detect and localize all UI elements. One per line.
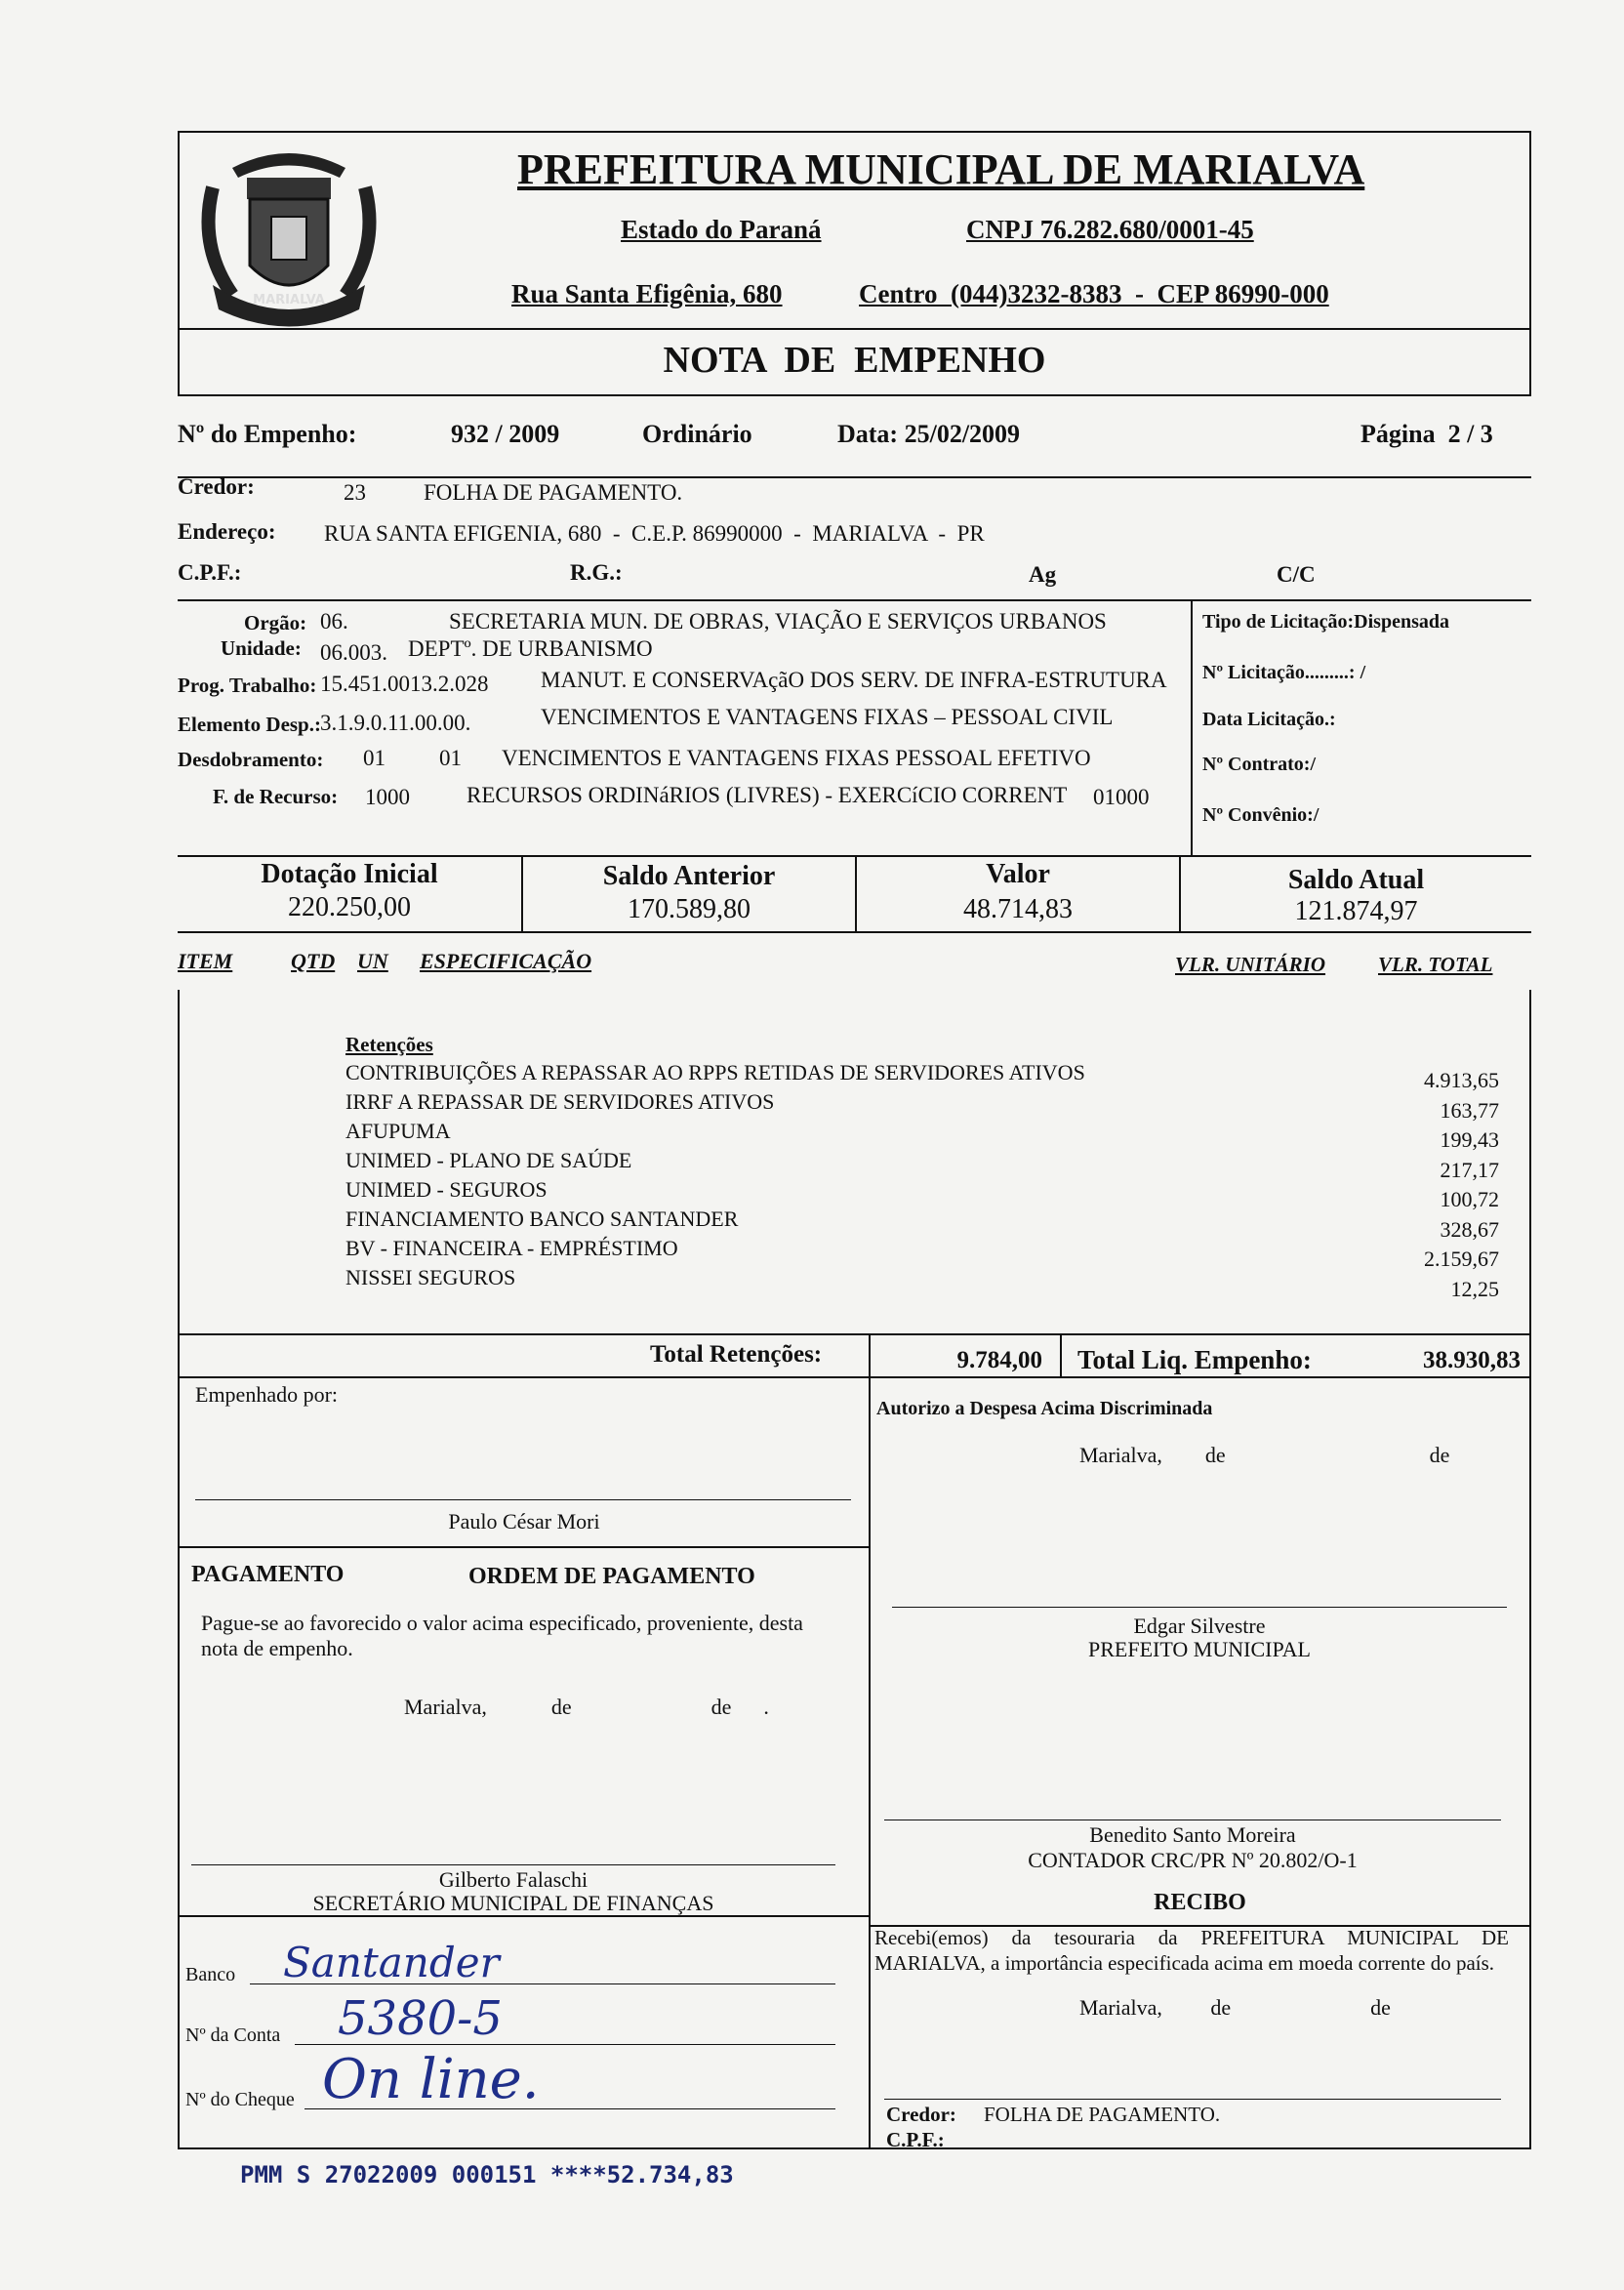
data-licitacao: Data Licitação.: xyxy=(1202,709,1336,730)
retencao-description: NISSEI SEGUROS xyxy=(345,1265,516,1289)
orgao-name: SECRETARIA MUN. DE OBRAS, VIAÇÃO E SERVIÇOS URBANOS xyxy=(449,609,1107,634)
empenho-date: Data: 25/02/2009 xyxy=(837,420,1021,448)
contact-info: Centro (044)3232-8383 - CEP 86990-000 xyxy=(859,279,1329,308)
prefeito-nome: Edgar Silvestre xyxy=(1133,1614,1266,1638)
banco-label: Banco xyxy=(185,1964,236,1985)
total-liquido-label: Total Liq. Empenho: xyxy=(1077,1345,1312,1374)
cc-label: C/C xyxy=(1277,562,1316,587)
desdob-name: VENCIMENTOS E VANTAGENS FIXAS PESSOAL EFETIVO xyxy=(502,746,1091,770)
prefeito-cargo: PREFEITO MUNICIPAL xyxy=(1088,1637,1311,1661)
retencao-description: UNIMED - PLANO DE SAÚDE xyxy=(345,1148,632,1172)
street-address: Rua Santa Efigênia, 680 xyxy=(511,279,783,308)
col-item: ITEM xyxy=(178,949,233,973)
ag-label: Ag xyxy=(1029,562,1057,587)
saldo-anterior-value: 170.589,80 xyxy=(628,894,751,924)
retencao-value: 199,43 xyxy=(1440,1127,1499,1152)
tipo-licitacao: Tipo de Licitação:Dispensada xyxy=(1202,611,1449,633)
recibo-credor-value: FOLHA DE PAGAMENTO. xyxy=(984,2103,1221,2126)
retencao-value: 328,67 xyxy=(1440,1216,1499,1242)
secretario-nome: Gilberto Falaschi xyxy=(438,1867,589,1892)
unidade-code: 06.003. xyxy=(320,640,387,665)
elemento-name: VENCIMENTOS E VANTAGENS FIXAS – PESSOAL CIVIL xyxy=(541,705,1114,729)
prog-label: Prog. Trabalho: xyxy=(178,674,317,697)
retencao-description: FINANCIAMENTO BANCO SANTANDER xyxy=(345,1206,739,1231)
city-crest xyxy=(193,139,385,334)
footer-stamp: PMM S 27022009 000151 ****52.734,83 xyxy=(240,2161,734,2188)
valor-label: Valor xyxy=(986,859,1050,889)
cnpj: CNPJ 76.282.680/0001-45 xyxy=(966,215,1254,244)
retencao-value: 100,72 xyxy=(1440,1187,1499,1211)
elemento-label: Elemento Desp.: xyxy=(178,713,321,736)
desdob-b: 01 xyxy=(439,746,462,770)
crest-ribbon-text: MARIALVA xyxy=(253,293,325,307)
document-title: NOTA DE EMPENHO xyxy=(663,340,1046,381)
retencao-description: IRRF A REPASSAR DE SERVIDORES ATIVOS xyxy=(345,1089,775,1114)
autorizo-data: Marialva, de de xyxy=(1079,1443,1450,1467)
banco-handwritten: Santander xyxy=(283,1939,500,1986)
cpf-label: C.P.F.: xyxy=(178,560,242,585)
recurso-label: F. de Recurso: xyxy=(213,785,339,808)
col-especificacao: ESPECIFICAÇÃO xyxy=(420,949,592,973)
recurso-code: 1000 xyxy=(365,785,410,809)
unidade-label: Unidade: xyxy=(221,636,302,660)
total-retencoes-value: 9.784,00 xyxy=(956,1347,1042,1373)
page-title: PREFEITURA MUNICIPAL DE MARIALVA xyxy=(517,145,1365,193)
ordem-pagamento-title: ORDEM DE PAGAMENTO xyxy=(468,1564,755,1589)
saldo-atual-value: 121.874,97 xyxy=(1294,896,1418,926)
total-liquido-value: 38.930,83 xyxy=(1423,1347,1521,1373)
retencao-description: AFUPUMA xyxy=(345,1119,451,1143)
numero-licitacao: Nº Licitação.........: / xyxy=(1202,662,1366,683)
conta-handwritten: 5380-5 xyxy=(338,1991,503,2046)
numero-convenio: Nº Convênio:/ xyxy=(1202,804,1320,826)
autorizo-despesa: Autorizo a Despesa Acima Discriminada xyxy=(876,1398,1213,1419)
recibo-text: Recebi(emos) da tesouraria da PREFEITURA MUNICIPAL DE MARIALVA, a importância especificada acima em moeda corrente do país. xyxy=(874,1926,1509,1975)
empenho-type: Ordinário xyxy=(642,420,752,448)
rg-label: R.G.: xyxy=(570,560,623,585)
retencoes-title: Retenções xyxy=(345,1033,433,1056)
secretario-cargo: SECRETÁRIO MUNICIPAL DE FINANÇAS xyxy=(312,1891,714,1915)
retencao-value: 2.159,67 xyxy=(1424,1247,1499,1271)
col-vlr-unitario: VLR. UNITÁRIO xyxy=(1175,953,1326,976)
retencao-value: 12,25 xyxy=(1450,1276,1499,1301)
saldo-atual-label: Saldo Atual xyxy=(1287,865,1425,895)
recurso-name: RECURSOS ORDINáRIOS (LIVRES) - EXERCíCIO CORRENT xyxy=(467,783,1068,807)
empenho-label: Nº do Empenho: xyxy=(178,420,357,448)
credor-code: 23 xyxy=(344,480,366,505)
empenhado-nome: Paulo César Mori xyxy=(448,1509,600,1533)
valor-value: 48.714,83 xyxy=(963,894,1073,924)
recibo-credor-label: Credor: xyxy=(886,2103,956,2126)
saldo-anterior-label: Saldo Anterior xyxy=(602,861,776,891)
credor-label: Credor: xyxy=(178,474,255,499)
pague-se-data: Marialva, de de . xyxy=(404,1695,769,1719)
cheque-label: Nº do Cheque xyxy=(185,2089,295,2110)
retencao-value: 163,77 xyxy=(1440,1097,1499,1123)
credor-name: FOLHA DE PAGAMENTO. xyxy=(424,480,683,505)
prog-code: 15.451.0013.2.028 xyxy=(320,672,489,696)
numero-contrato: Nº Contrato:/ xyxy=(1202,754,1317,775)
recibo-cpf-label: C.P.F.: xyxy=(886,2128,945,2151)
dotacao-value: 220.250,00 xyxy=(288,892,411,922)
retencao-value: 217,17 xyxy=(1440,1157,1499,1182)
retencao-value: 4.913,65 xyxy=(1424,1068,1499,1092)
pague-se-text: Pague-se ao favorecido o valor acima especificado, proveniente, desta nota de empenho. xyxy=(201,1611,803,1660)
recurso-extra: 01000 xyxy=(1093,785,1150,809)
page-number: Página 2 / 3 xyxy=(1360,420,1493,448)
dotacao-label: Dotação Inicial xyxy=(261,859,438,889)
pagamento-title: PAGAMENTO xyxy=(191,1562,345,1587)
conta-label: Nº da Conta xyxy=(185,2024,281,2046)
contador-nome: Benedito Santo Moreira xyxy=(1089,1822,1296,1847)
prog-name: MANUT. E CONSERVAçãO DOS SERV. DE INFRA-ESTRUTURA xyxy=(541,668,1167,692)
state-name: Estado do Paraná xyxy=(621,215,822,244)
empenhado-por-label: Empenhado por: xyxy=(195,1382,339,1407)
endereco-value: RUA SANTA EFIGENIA, 680 - C.E.P. 86990000 - MARIALVA - PR xyxy=(324,521,985,546)
elemento-code: 3.1.9.0.11.00.00. xyxy=(320,711,471,735)
unidade-name: DEPTº. DE URBANISMO xyxy=(408,636,653,661)
orgao-label: Orgão: xyxy=(244,611,307,634)
retencao-description: CONTRIBUIÇÕES A REPASSAR AO RPPS RETIDAS DE SERVIDORES ATIVOS xyxy=(345,1060,1085,1084)
orgao-code: 06. xyxy=(320,609,348,634)
retencao-description: BV - FINANCEIRA - EMPRÉSTIMO xyxy=(345,1236,678,1260)
col-qtd: QTD xyxy=(291,949,336,973)
col-un: UN xyxy=(357,949,388,973)
cheque-handwritten: On line. xyxy=(322,2048,540,2111)
desdob-a: 01 xyxy=(363,746,386,770)
recibo-title: RECIBO xyxy=(1154,1890,1246,1915)
total-retencoes-label: Total Retenções: xyxy=(650,1341,823,1368)
desdob-label: Desdobramento: xyxy=(178,748,324,771)
contador-cargo: CONTADOR CRC/PR Nº 20.802/O-1 xyxy=(1028,1848,1358,1872)
col-vlr-total: VLR. TOTAL xyxy=(1378,953,1493,976)
endereco-label: Endereço: xyxy=(178,519,276,544)
recibo-data: Marialva, de de xyxy=(1079,1995,1391,2020)
retencao-description: UNIMED - SEGUROS xyxy=(345,1177,548,1202)
empenho-number: 932 / 2009 xyxy=(451,420,560,448)
